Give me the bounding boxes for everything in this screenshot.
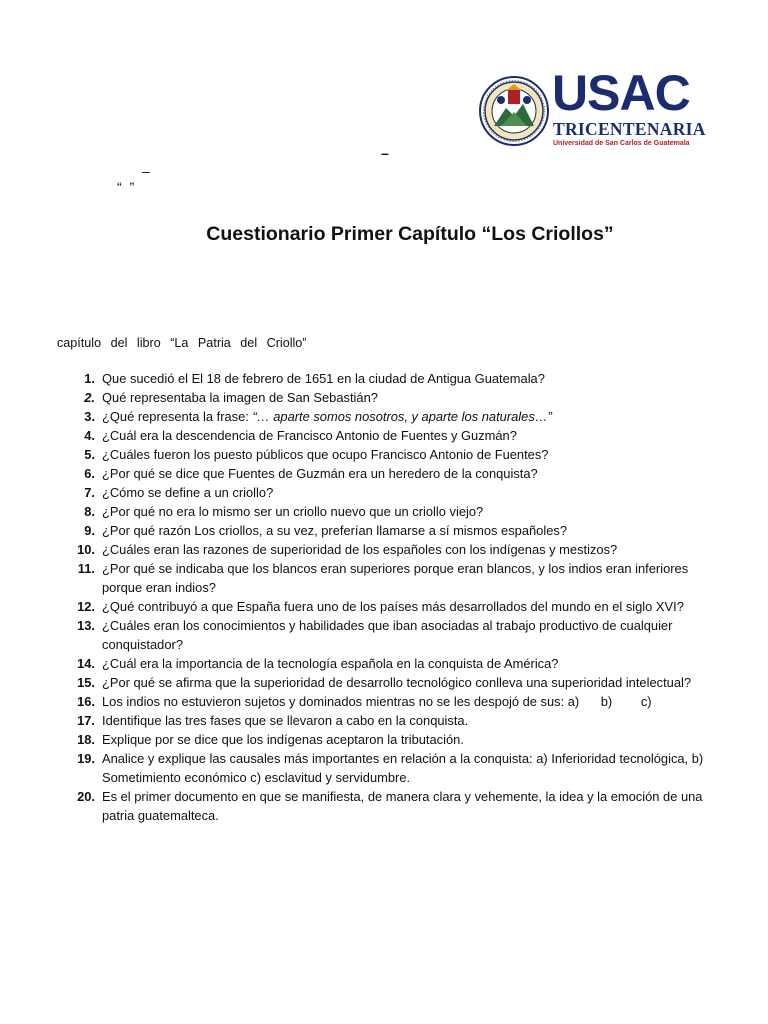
question-number: 12. — [77, 599, 95, 614]
question-text: ¿Cuál era la descendencia de Francisco Antonio de Fuentes y Guzmán? — [102, 428, 517, 443]
question-item — [58, 616, 718, 654]
dash-mark: – — [381, 145, 389, 161]
question-text: Es el primer documento en que se manifiesta, de manera clara y vehemente, la idea y la emoción de una patria guatemalteca. — [102, 789, 703, 823]
question-number: 20. — [77, 789, 95, 804]
question-text — [102, 409, 552, 424]
question-text: ¿Por qué se indicaba que los blancos eran superiores porque eran blancos, y los indios eran inferiores porque eran indios? — [102, 561, 689, 595]
question-item — [58, 369, 718, 388]
question-item — [58, 692, 718, 711]
tricentenaria-text: TRICENTENARIA — [553, 119, 706, 139]
question-quote: “… aparte somos nosotros, y aparte los naturales…” — [252, 409, 552, 424]
question-number: 2. — [84, 390, 95, 405]
question-text: ¿Cómo se define a un criollo? — [102, 485, 274, 500]
question-item — [58, 749, 718, 787]
intro-text: capítulo del libro “La Patria del Criollo” — [57, 336, 307, 350]
question-number: 6. — [84, 466, 95, 481]
question-text: Qué representaba la imagen de San Sebastián? — [102, 390, 378, 405]
question-item — [58, 559, 718, 597]
question-number: 1. — [84, 371, 95, 386]
document-title: Cuestionario Primer Capítulo “Los Criollos” — [206, 223, 614, 245]
question-item — [58, 730, 718, 749]
question-number: 4. — [84, 428, 95, 443]
question-item — [58, 654, 718, 673]
question-number: 8. — [84, 504, 95, 519]
question-text: Explique por se dice que los indígenas aceptaron la tributación. — [102, 732, 464, 747]
question-number: 5. — [84, 447, 95, 462]
question-item — [58, 787, 718, 825]
question-text: ¿Por qué no era lo mismo ser un criollo nuevo que un criollo viejo? — [102, 504, 484, 519]
question-text: Que sucedió el El 18 de febrero de 1651 en la ciudad de Antigua Guatemala? — [102, 371, 545, 386]
question-number: 3. — [84, 409, 95, 424]
question-text: Identifique las tres fases que se llevaron a cabo en la conquista. — [102, 713, 469, 728]
question-number: 17. — [77, 713, 95, 728]
question-item — [58, 426, 718, 445]
question-item — [58, 483, 718, 502]
question-list — [58, 369, 718, 825]
question-text: ¿Por qué razón Los criollos, a su vez, preferían llamarse a sí mismos españoles? — [102, 523, 567, 538]
usac-logo-text: USAC — [552, 65, 690, 121]
question-number: 7. — [84, 485, 95, 500]
question-text-lead: ¿Qué representa la frase: — [102, 409, 253, 424]
question-text: ¿Por qué se afirma que la superioridad de desarrollo tecnológico conlleva una superioridad intelectual? — [102, 675, 692, 690]
question-number: 10. — [77, 542, 95, 557]
question-text: ¿Cuáles fueron los puesto públicos que ocupo Francisco Antonio de Fuentes? — [102, 447, 549, 462]
question-item — [58, 711, 718, 730]
university-seal-icon — [479, 76, 549, 146]
question-item — [58, 521, 718, 540]
question-number: 14. — [77, 656, 95, 671]
question-text: Analice y explique las causales más importantes en relación a la conquista: a) Inferioridad tecnológica, b) Sometimiento económico c) esclavitud y servidumbre. — [102, 751, 704, 785]
question-text: Los indios no estuvieron sujetos y dominados mientras no se les despojó de sus: a) b) c) — [102, 694, 652, 709]
usac-logo — [479, 65, 706, 150]
question-text: ¿Qué contribuyó a que España fuera uno de los países más desarrollados del mundo en el siglo XVI? — [102, 599, 684, 614]
question-item — [58, 388, 718, 407]
question-number: 11. — [77, 561, 95, 576]
question-number: 18. — [77, 732, 95, 747]
question-item — [58, 673, 718, 692]
dash-mark-small: – — [142, 163, 150, 179]
question-item — [58, 502, 718, 521]
question-item — [58, 464, 718, 483]
question-item — [58, 407, 718, 426]
question-text: ¿Cuáles eran las razones de superioridad de los españoles con los indígenas y mestizos? — [102, 542, 618, 557]
university-name-text: Universidad de San Carlos de Guatemala — [553, 140, 690, 147]
question-item — [58, 540, 718, 559]
question-number: 16. — [77, 694, 95, 709]
question-item — [58, 597, 718, 616]
question-number: 13. — [77, 618, 95, 633]
question-item — [58, 445, 718, 464]
empty-quotes: “ ” — [117, 179, 135, 195]
question-number: 19. — [77, 751, 95, 766]
question-text: ¿Cuáles eran los conocimientos y habilidades que iban asociadas al trabajo productivo de cualquier conquistador? — [102, 618, 673, 652]
question-text: ¿Por qué se dice que Fuentes de Guzmán era un heredero de la conquista? — [102, 466, 538, 481]
question-number: 15. — [77, 675, 95, 690]
question-text: ¿Cuál era la importancia de la tecnología española en la conquista de América? — [102, 656, 559, 671]
question-number: 9. — [84, 523, 95, 538]
